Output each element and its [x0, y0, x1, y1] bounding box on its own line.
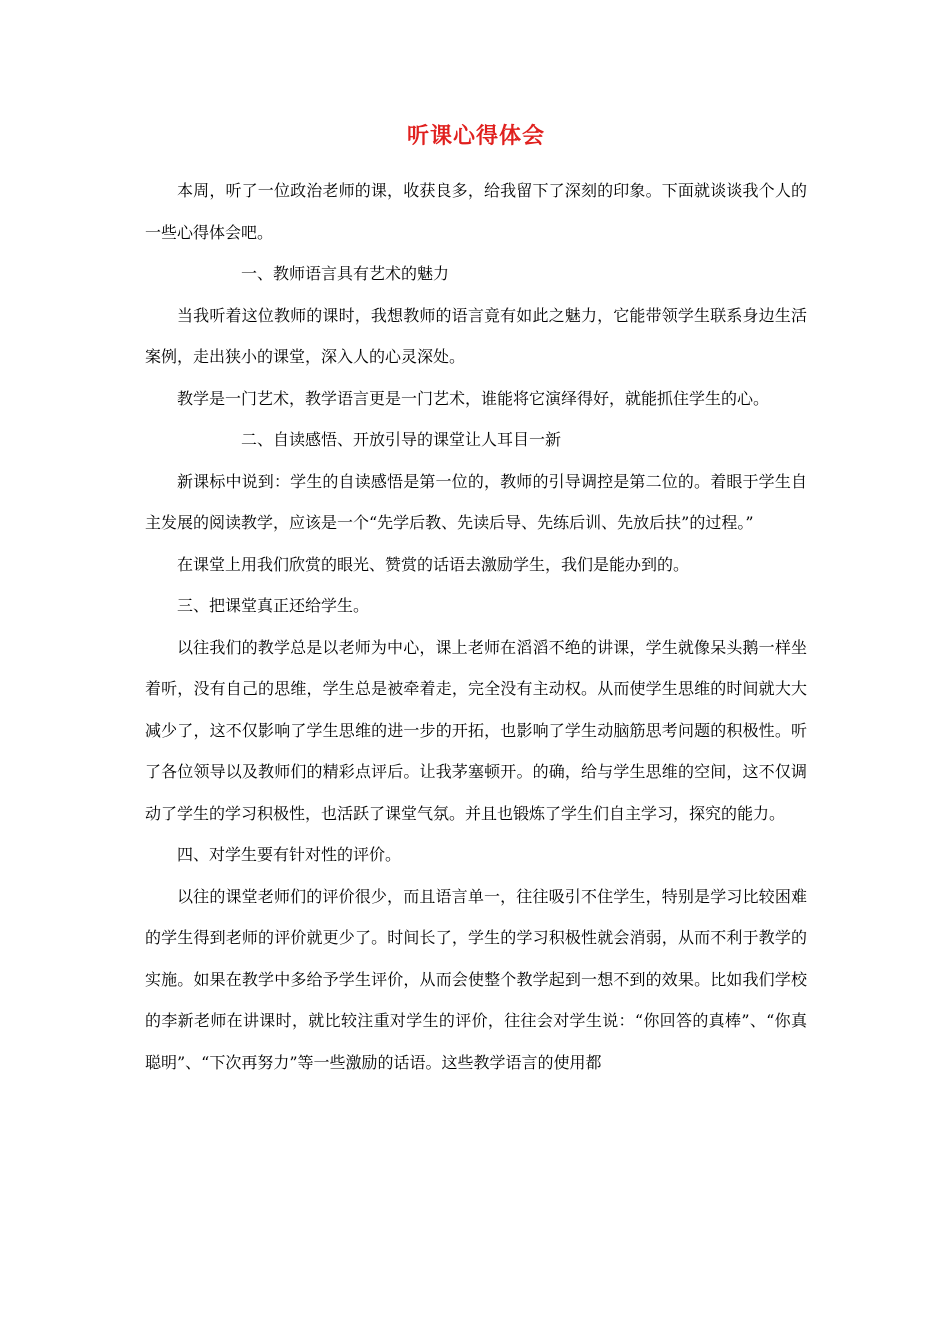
document-body: [145, 170, 807, 1083]
paragraph: 教学是一门艺术，教学语言更是一门艺术，谁能将它演绎得好，就能抓住学生的心。: [177, 388, 770, 408]
paragraph: 在课堂上用我们欣赏的眼光、赞赏的话语去激励学生，我们是能办到的。: [177, 554, 690, 574]
paragraph: 当我听着这位教师的课时，我想教师的语言竟有如此之魅力，它能带领学生联系身边生活案例，走出狭小的课堂，深入人的心灵深处。: [145, 305, 807, 366]
document-page: [145, 118, 807, 1083]
section-heading-2: 二、自读感悟、开放引导的课堂让人耳目一新: [241, 430, 562, 449]
paragraph: 以往的课堂老师们的评价很少，而且语言单一，往往吸引不住学生，特别是学习比较困难的学生得到老师的评价就更少了。时间长了，学生的学习积极性就会消弱，从而不利于教学的实施。如果在教学中多给予学生评价，从而会使整个教学起到一想不到的效果。比如我们学校的李新老师在讲课时，就比较注重对学生的评价，往往会对学生说：“你回答的真棒”、“你真聪明”、“下次再努力”等一些激励的话语。这些教学语言的使用都: [145, 886, 807, 1072]
paragraph-intro: 本周，听了一位政治老师的课，收获良多，给我留下了深刻的印象。下面就谈谈我个人的一些心得体会吧。: [145, 181, 807, 242]
paragraph: 新课标中说到：学生的自读感悟是第一位的，教师的引导调控是第二位的。着眼于学生自主发展的阅读教学，应该是一个“先学后教、先读后导、先练后训、先放后扶”的过程。”: [145, 471, 807, 532]
section-heading-3: 三、把课堂真正还给学生。: [177, 596, 370, 615]
section-heading-1: 一、教师语言具有艺术的魅力: [241, 264, 450, 283]
section-heading-4: 四、对学生要有针对性的评价。: [177, 845, 402, 864]
document-title: 听课心得体会: [406, 123, 545, 149]
paragraph: 以往我们的教学总是以老师为中心，课上老师在滔滔不绝的讲课，学生就像呆头鹅一样坐着听，没有自己的思维，学生总是被牵着走，完全没有主动权。从而使学生思维的时间就大大减少了，这不仅影响了学生思维的进一步的开拓，也影响了学生动脑筋思考问题的积极性。听了各位领导以及教师们的精彩点评后。让我茅塞顿开。的确，给与学生思维的空间，这不仅调动了学生的学习积极性，也活跃了课堂气氛。并且也锻炼了学生们自主学习，探究的能力。: [145, 637, 807, 823]
